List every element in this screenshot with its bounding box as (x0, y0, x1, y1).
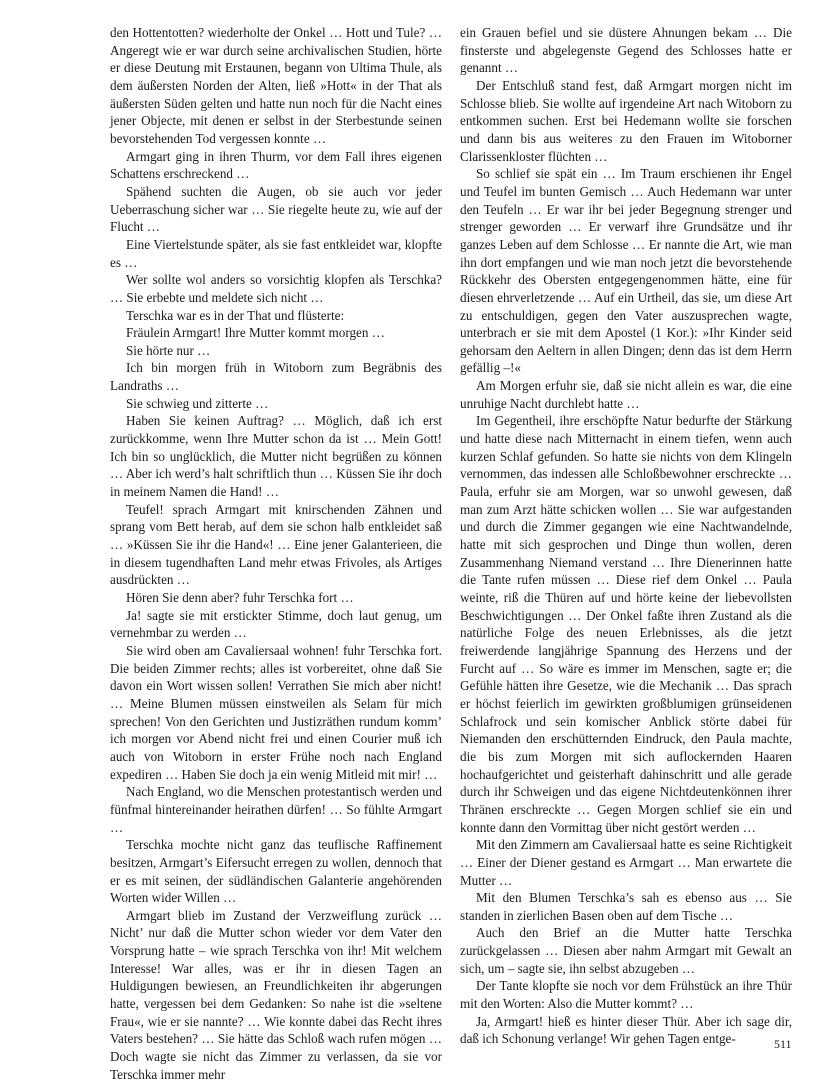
paragraph: Mit den Blumen Terschka’s sah es ebenso aus … Sie standen in zierlichen Basen oben auf dem Tische … (460, 890, 792, 923)
page-number: 511 (774, 1037, 792, 1051)
paragraph: Der Tante klopfte sie noch vor dem Frühstück an ihre Thür mit den Worten: Also die Mutter kommt? … (460, 978, 792, 1012)
paragraph: Sie wird oben am Cavaliersaal wohnen! fuhr Terschka fort. Die beiden Zimmer rechts; alles ist vorbereitet, ohne daß Sie davon ein Wort wissen sollen! Verrathen Sie mich aber nicht! … Meine Blumen müssen einstweilen als Selam für mich sprechen! Von den Gerichten und Justizräthen rundum komm’ ich morgen vor Abend nicht frei und einen Courier muß ich auch von Witoborn in erster Frühe noch nach England expediren … Haben Sie doch ja ein wenig Mitleid mit mir! … (110, 642, 442, 782)
paragraph: Ja! sagte sie mit erstickter Stimme, doch laut genug, um vernehmbar zu werden … (110, 607, 442, 641)
paragraph: Sie hörte nur … (126, 342, 211, 358)
paragraph: Der Entschluß stand fest, daß Armgart morgen nicht im Schlosse blieb. Sie wollte auf irgendeine Art nach Witoborn zu entkommen suchen. Erst bei Hedemann wollte sie forschen und dann bis aus weiteres zu den Frauen im Witoborner Clarissenkloster flüchten … (460, 77, 792, 164)
paragraph: Im Gegentheil, ihre erschöpfte Natur bedurfte der Stärkung und hatte diese nach Mitternacht in einem tiefen, wenn auch kurzen Schlaf gefunden. So hatte sie nichts von dem Klingeln vernommen, das indessen alle Schloßbewohner erschreckte … Paula, erfuhr sie am Morgen, war so unwohl gewesen, daß man zum Arzt hätte schicken wollen … Sie war aufgestanden und durch die Zimmer gegangen wie eine Nachtwandelnde, hatte mit sich gesprochen und Dinge thun wollen, deren Zusammenhang Niemand verstand … Ihre Dienerinnen hatte die Tante rufen müssen … Diese rief dem Onkel … Paula weinte, riß die Thüren auf und hörte keine der liebevollsten Beschwichtigungen … Der Onkel faßte ihren Zustand als die natürliche Folge des neuen Erlebnisses, als die jetzt freiwerdende langjährige Spannung des Herzens und der Furcht auf … So wäre es immer im Menschen, sagte er; die Gefühle hätten ihre Gesetze, wie die Mechanik … Das sprach er höchst feierlich im gewirkten großblumigen grünseidenen Schlafrock und sein komischer Anblick störte dabei für Niemanden den erschütternden Eindruck, den Paula machte, die bis zum Morgen mit sich auflockernden Haaren hochaufgerichtet und geisterhaft dahinschritt und alle gerade durch ihr Schweigen und das eigene Nichtdeutenkönnen ihrer Thränen erschreckte … Gegen Morgen schlief sie ein und konnte dann den Vormittag über nicht gestört werden … (460, 413, 792, 835)
paragraph: Nach England, wo die Menschen protestantisch werden und fünfmal hintereinander heirathen dürfen! … So fühlte Armgart … (110, 784, 442, 835)
paragraph: Haben Sie keinen Auftrag? … Möglich, daß ich erst zurückkomme, wenn Ihre Mutter schon da ist … Mein Gott! Ich bin so unglücklich, die Mutter nicht begrüßen zu können … Aber ich werd’s halt schriftlich thun … Küssen Sie ihr doch in meinem Namen die Hand! … (110, 413, 442, 500)
left-column (110, 24, 442, 1083)
paragraph: den Hottentotten? wiederholte der Onkel … Hott und Tule? … Angeregt wie er war durch seine archivalischen Studien, hörte er diese Deutung mit Erstaunen, begann von Ultima Thule, als dem äußersten Norden der Alten, ließ »Hott« in der That als äußersten Süden gelten und hatte nun noch für die Nacht eines jener Objecte, mit denen er selbst in der Sterbestunde seinen bevorstehenden Tod vergessen konnte … (110, 25, 442, 146)
paragraph: Eine Viertelstunde später, als sie fast entkleidet war, klopfte es … (110, 236, 442, 270)
paragraph: Terschka war es in der That und flüsterte: (126, 307, 345, 323)
paragraph: Ich bin morgen früh in Witoborn zum Begräbnis des Landraths … (110, 360, 442, 394)
paragraph: So schlief sie spät ein … Im Traum erschienen ihr Engel und Teufel im bunten Gemisch … Auch Hedemann war unter den Teufeln … Er war ihr bei jeder Begegnung strenger und strenger geworden … Er verwarf ihre Grundsätze und ihr ganzes Leben auf dem Schlosse … Er nannte die Art, wie man ihn dort empfangen und wie man noch jetzt die bevorstehende Rückkehr des Obersten entgegengenommen hätte, eine für diesen ehrverletzende … Auf ein Urtheil, das sie, um diese Art zu entschuldigen, gegen den Vater auszusprechen wagte, unterbrach er sie mit dem Apostel (1 Kor.): »Ihr Kinder seid gehorsam den Aeltern in allen Dingen; denn das ist dem Herrn gefällig –!« (460, 166, 792, 376)
right-column (460, 24, 792, 1048)
paragraph: Auch den Brief an die Mutter hatte Terschka zurückgelassen … Diesen aber nahm Armgart mit Gewalt an sich, um – sagte sie, ihn selbst abzugeben … (460, 925, 792, 976)
paragraph: Teufel! sprach Armgart mit knirschenden Zähnen und sprang vom Bett herab, auf dem sie schon halb entkleidet saß … »Küssen Sie ihr die Hand«! … Eine jener Galanterieen, die in diesem tugendhaften Land mehr etwas Frivoles, als Artiges ausdrückten … (110, 501, 442, 588)
paragraph: Am Morgen erfuhr sie, daß sie nicht allein es war, die eine unruhige Nacht durchlebt hatte … (460, 378, 792, 411)
paragraph: Mit den Zimmern am Cavaliersaal hatte es seine Richtigkeit … Einer der Diener gestand es Armgart … Man erwartete die Mutter … (460, 837, 793, 888)
paragraph: Armgart blieb im Zustand der Verzweiflung zurück … Nicht’ nur daß die Mutter schon wieder vor dem Vater den Vorsprung hatte – wie sprach Terschka von ihr! Mit welchem Interesse! War alles, was er ihr in diesen Tagen an Huldigungen bewiesen, an Freundlichkeiten ihr abgerungen hatte, vergessen bei dem Gedanken: So nahe ist die »seltene Frau«, wie er sie nannte? … Wie konnte dabei das Recht ihres Vaters bestehen? … Sie hätte das Schloß wach rufen mögen … Doch wagte sie nicht das Zimmer zu verlassen, da sie vor Terschka immer mehr (110, 907, 442, 1082)
paragraph: Hören Sie denn aber? fuhr Terschka fort … (126, 590, 354, 605)
paragraph: Armgart ging in ihren Thurm, vor dem Fall ihres eigenen Schattens erschreckend … (110, 148, 442, 182)
paragraph: Spähend suchten die Augen, ob sie auch vor jeder Ueberraschung sicher war … Sie riegelte heute zu, wie auf der Flucht … (110, 183, 442, 235)
paragraph: Fräulein Armgart! Ihre Mutter kommt morgen … (126, 325, 385, 341)
paragraph: Wer sollte wol anders so vorsichtig klopfen als Terschka? … Sie erbebte und meldete sich nicht … (110, 272, 442, 305)
paragraph: Sie schwieg und zitterte … (126, 395, 269, 411)
paragraph: Ja, Armgart! hieß es hinter dieser Thür. Aber ich sage dir, daß ich Schonung verlange! Wir gehen Tagen entge- (460, 1013, 792, 1047)
paragraph: Terschka mochte nicht ganz das teuflische Raffinement besitzen, Armgart’s Eifersucht erregen zu wollen, dennoch that er es mit seinen, der südländischen Galanterie angehörenden Worten wider Willen … (110, 837, 442, 906)
paragraph: ein Grauen befiel und sie düstere Ahnungen bekam … Die finsterste und abgelegenste Gegend des Schlosses hatte er genannt … (460, 25, 792, 76)
